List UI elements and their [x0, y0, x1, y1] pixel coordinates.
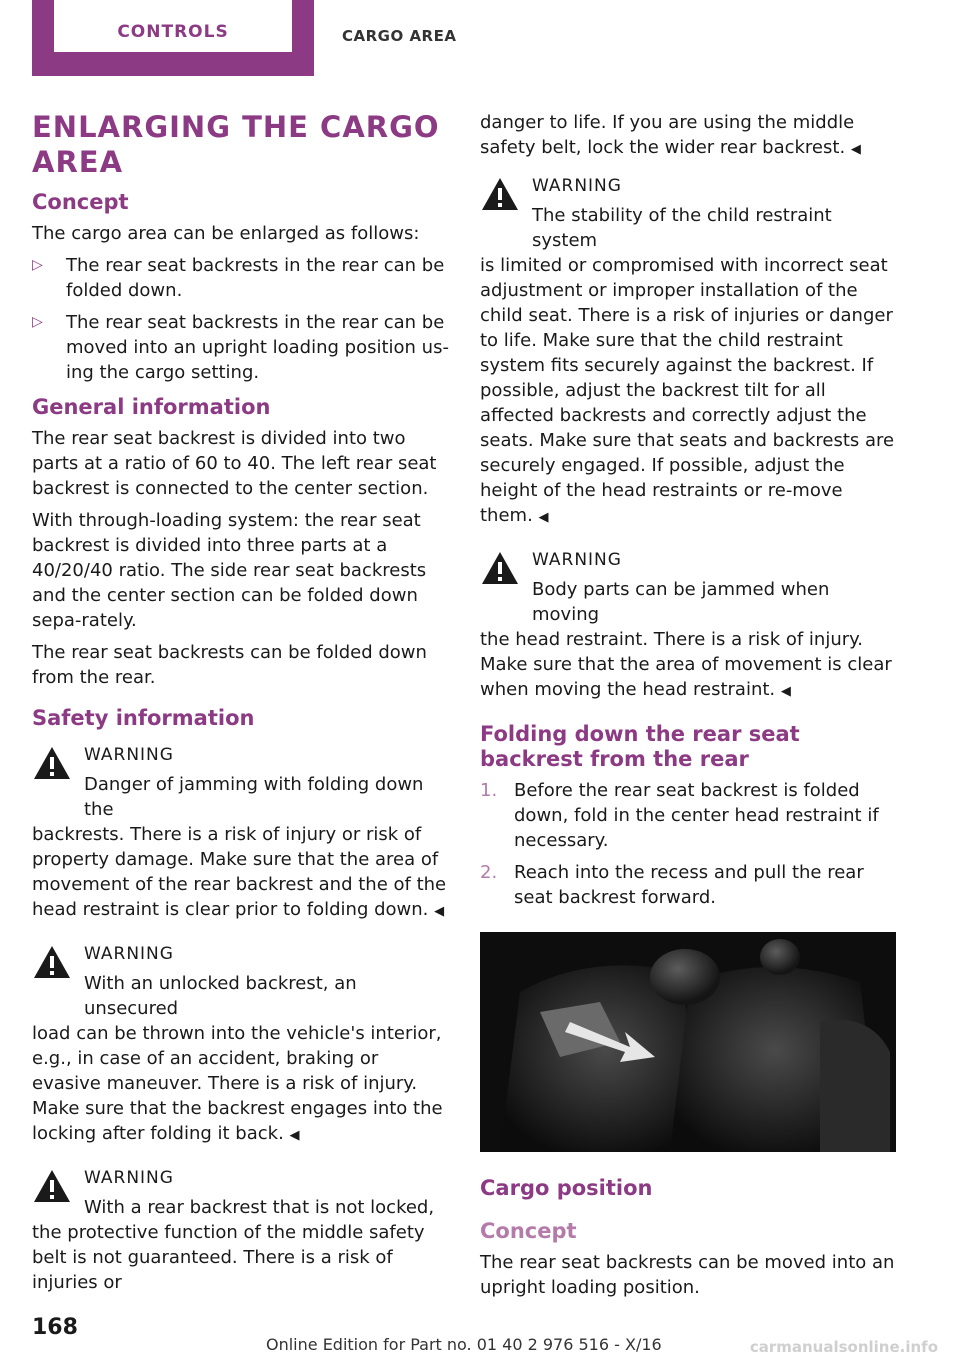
warning-text-first: Danger of jamming with folding down the [84, 774, 424, 820]
list-item-text: The rear seat backrests in the rear can be moved into an upright loading position us‐ing the cargo setting. [66, 312, 449, 383]
warning-label: WARNING [84, 745, 174, 765]
warning-label: WARNING [532, 550, 622, 570]
warning-triangle-icon [480, 176, 520, 212]
warning-label: WARNING [532, 176, 622, 196]
step-text: Before the rear seat backrest is folded down, fold in the center head restraint if necessary. [514, 780, 879, 851]
chapter-tab-inner [54, 0, 292, 52]
warning-text-rest: the head restraint. There is a risk of injury. Make sure that the area of movement is clear when moving the head restraint. [480, 629, 892, 700]
warning-text-first: With an unlocked backrest, an unsecured [84, 973, 357, 1019]
rear-seat-photo [480, 932, 896, 1152]
end-marker-icon: ◀ [538, 510, 549, 525]
safety-heading: Safety information [32, 706, 255, 730]
warning-text-first: Body parts can be jammed when moving [532, 579, 830, 625]
end-marker-icon: ◀ [434, 904, 445, 919]
list-item [480, 778, 898, 853]
page-title: ENLARGING THE CARGO AREA [32, 110, 440, 179]
folding-steps [480, 778, 898, 910]
general-paragraph: With through-loading system: the rear seat backrest is divided into three parts at a 40/20/40 ratio. The side rear seat backrests and the center section can be folded down sepa‐rately. [32, 510, 427, 631]
cargo-concept-heading: Concept [480, 1219, 577, 1243]
list-item-text: The rear seat backrests in the rear can be folded down. [66, 255, 445, 301]
warning-text-rest: the protective function of the middle safety belt is not guaranteed. There is a risk of injuries or [32, 1222, 425, 1293]
page-number: 168 [32, 1315, 78, 1340]
warning-text-rest: is limited or compromised with incorrect seat adjustment or improper installation of the child seat. There is a risk of injuries or danger to life. Make sure that the child restraint system fits securely against the backrest. If possible, adjust the backrest tilt for all affected backrests and correctly adjust the seats. Make sure that seats and backrests are securely engaged. If possible, adjust the height of the head restraints or re‐move them. [480, 255, 895, 526]
warning-triangle-icon [32, 944, 72, 980]
warning-triangle-icon [32, 1168, 72, 1204]
warning-text-rest: backrests. There is a risk of injury or risk of property damage. Make sure that the area of movement of the rear backrest and the of the head restraint is clear prior to folding down. [32, 824, 447, 920]
step-number: 2. [480, 862, 498, 883]
warning-block [32, 743, 450, 924]
cargo-heading: Cargo position [480, 1176, 653, 1200]
warning-triangle-icon [480, 550, 520, 586]
watermark: carmanualsonline.info [749, 1338, 938, 1356]
triangle-bullet-icon: ▷ [32, 314, 43, 330]
warning-text-first: With a rear backrest that is not locked, [84, 1197, 435, 1218]
continued-text [480, 110, 898, 162]
concept-heading: Concept [32, 190, 129, 214]
concept-text: The cargo area can be enlarged as follows: [32, 223, 420, 244]
step-text: Reach into the recess and pull the rear seat backrest forward. [514, 862, 864, 908]
section-tab-label: CARGO AREA [342, 27, 457, 45]
list-item [32, 310, 450, 385]
warning-text-first: The stability of the child restraint system [532, 205, 832, 251]
concept-list [32, 253, 450, 385]
step-number: 1. [480, 780, 498, 801]
triangle-bullet-icon: ▷ [32, 257, 43, 273]
end-marker-icon: ◀ [289, 1128, 300, 1143]
end-marker-icon: ◀ [780, 684, 791, 699]
warning-text-body [32, 1021, 450, 1148]
warning-label: WARNING [84, 944, 174, 964]
list-item [32, 253, 450, 303]
warning-text-body [32, 822, 450, 924]
warning-triangle-icon [32, 745, 72, 781]
cargo-concept-text: The rear seat backrests can be moved into an upright loading position. [480, 1252, 895, 1298]
edition-footer: Online Edition for Part no. 01 40 2 976 516 - X/16 [266, 1335, 662, 1354]
continued-text-body: danger to life. If you are using the middle safety belt, lock the wider rear backrest. [480, 112, 855, 158]
warning-block [480, 548, 898, 704]
folding-heading: Folding down the rear seat backrest from the rear [480, 722, 800, 771]
warning-block [32, 942, 450, 1148]
chapter-tab [32, 0, 314, 76]
list-item [480, 860, 898, 910]
warning-text-body [480, 253, 898, 530]
rear-seat-illustration [480, 932, 896, 1152]
end-marker-icon: ◀ [850, 142, 861, 157]
warning-label: WARNING [84, 1168, 174, 1188]
left-column [32, 110, 450, 1313]
warning-block [480, 174, 898, 530]
general-paragraph: The rear seat backrests can be folded down from the rear. [32, 642, 427, 688]
warning-block [32, 1166, 450, 1295]
warning-text-rest: load can be thrown into the vehicle's interior, e.g., in case of an accident, braking or evasive maneuver. There is a risk of injury. Make sure that the backrest engages into the locking after folding it back. [32, 1023, 443, 1144]
chapter-tab-label: CONTROLS [117, 22, 229, 42]
general-paragraph: The rear seat backrest is divided into two parts at a ratio of 60 to 40. The left rear seat backrest is connected to the center section. [32, 428, 437, 499]
general-heading: General information [32, 395, 271, 419]
warning-text-body [480, 627, 898, 704]
right-column [480, 110, 898, 1307]
